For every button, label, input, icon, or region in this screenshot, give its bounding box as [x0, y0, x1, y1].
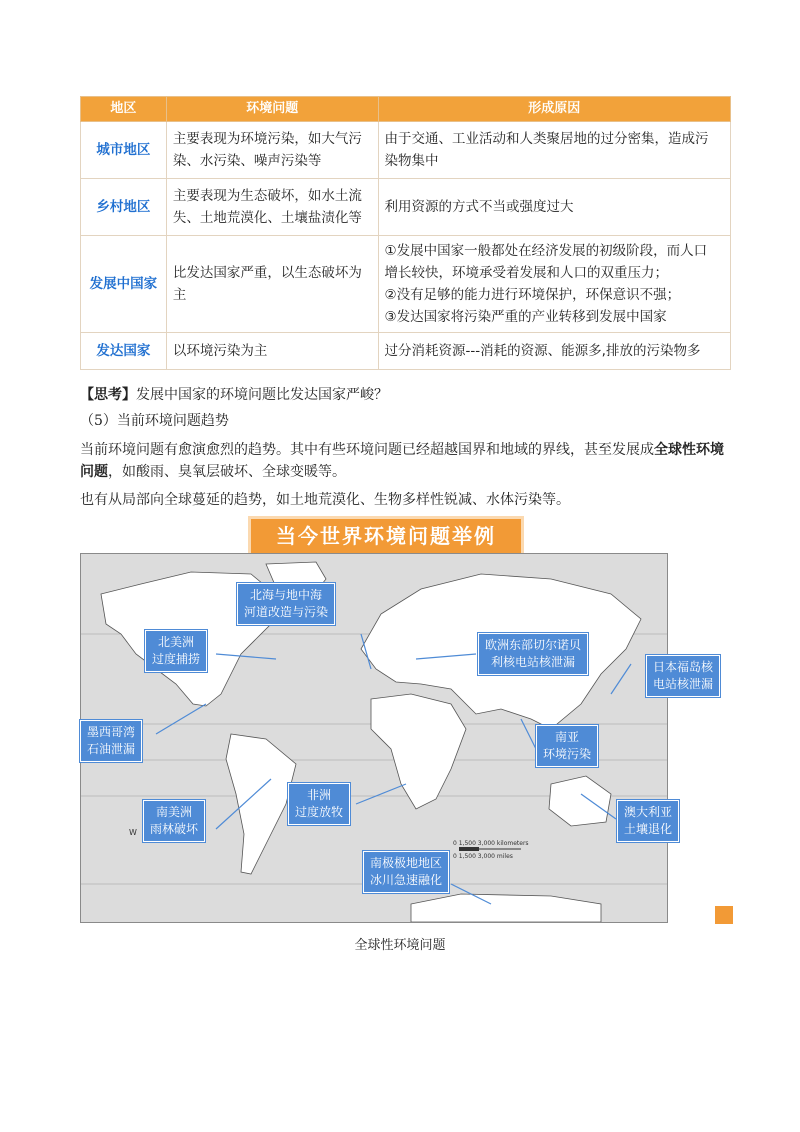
callout-north-america: 北美洲 过度捕捞 [145, 630, 207, 672]
problem-cell: 主要表现为生态破坏，如水土流 失、土地荒漠化、土壤盐渍化等 [166, 179, 378, 236]
environment-problems-table [80, 96, 731, 370]
australia-shape [549, 776, 611, 826]
table-row [81, 236, 731, 333]
world-environment-map [80, 515, 731, 925]
callout-europe-east: 欧洲东部切尔诺贝 利核电站核泄漏 [478, 633, 588, 675]
scale-bar [459, 847, 521, 851]
header-problem: 环境问题 [166, 97, 378, 122]
callout-antarctica: 南极极地地区 冰川急速融化 [363, 851, 449, 893]
paragraph-spread: 也有从局部向全球蔓延的趋势，如土地荒漠化、生物多样性锐减、水体污染等。 [80, 492, 570, 508]
paragraph-trend [80, 439, 732, 483]
think-tag: 【思考】 [80, 387, 136, 403]
problem-cell: 主要表现为环境污染，如大气污 染、水污染、噪声污染等 [166, 122, 378, 179]
antarctica-shape [411, 894, 601, 922]
callout-north-sea: 北海与地中海 河道改造与污染 [237, 583, 335, 625]
callout-australia: 澳大利亚 土壤退化 [617, 800, 679, 842]
think-question [80, 384, 388, 406]
callout-africa: 非洲 过度放牧 [288, 783, 350, 825]
region-cell: 城市地区 [81, 122, 167, 179]
compass-west: W [129, 828, 137, 837]
south-america-shape [226, 734, 296, 874]
problem-cell: 比发达国家严重，以生态破坏为 主 [166, 236, 378, 333]
callout-south-america: 南美洲 雨林破坏 [143, 800, 205, 842]
paragraph-trend-end: ，如酸雨、臭氧层破坏、全球变暖等。 [108, 464, 346, 480]
table-row [81, 333, 731, 370]
table-header-row [81, 97, 731, 122]
scale-miles: 0 1,500 3,000 miles [453, 853, 513, 860]
callout-japan: 日本福岛核 电站核泄漏 [646, 655, 720, 697]
figure-caption: 全球性环境问题 [354, 938, 446, 953]
table-row [81, 122, 731, 179]
callout-mexico: 墨西哥湾 石油泄漏 [80, 720, 142, 762]
region-cell: 发展中国家 [81, 236, 167, 333]
region-cell: 发达国家 [81, 333, 167, 370]
decor-orange-square [715, 906, 733, 924]
paragraph-trend-bold: 全球性环境问题 [80, 442, 724, 480]
trend-heading: （5）当前环境问题趋势 [80, 413, 229, 429]
header-region: 地区 [81, 97, 167, 122]
cause-cell: ①发展中国家一般都处在经济发展的初级阶段，而人口 增长较快，环境承受着发展和人口的双重压力； ②没有足够的能力进行环境保护，环保意识不强； ③发达国家将污染严重的产业转移到发展中国家 [378, 236, 730, 333]
think-text: 发展中国家的环境问题比发达国家严峻？ [136, 387, 388, 403]
cause-cell: 过分消耗资源---消耗的资源、能源多,排放的污染物多 [378, 333, 730, 370]
paragraph-trend-start: 当前环境问题有愈演愈烈的趋势。其中有些环境问题已经超越国界和地域的界线，甚至发展成 [80, 442, 654, 458]
problem-cell: 以环境污染为主 [166, 333, 378, 370]
table-row [81, 179, 731, 236]
cause-cell: 由于交通、工业活动和人类聚居地的过分密集，造成污 染物集中 [378, 122, 730, 179]
map-title: 当今世界环境问题举例 [251, 519, 521, 553]
region-cell: 乡村地区 [81, 179, 167, 236]
callout-south-asia: 南亚 环境污染 [536, 725, 598, 767]
header-cause: 形成原因 [378, 97, 730, 122]
scale-km: 0 1,500 3,000 kilometers [453, 840, 529, 847]
cause-cell: 利用资源的方式不当或强度过大 [378, 179, 730, 236]
